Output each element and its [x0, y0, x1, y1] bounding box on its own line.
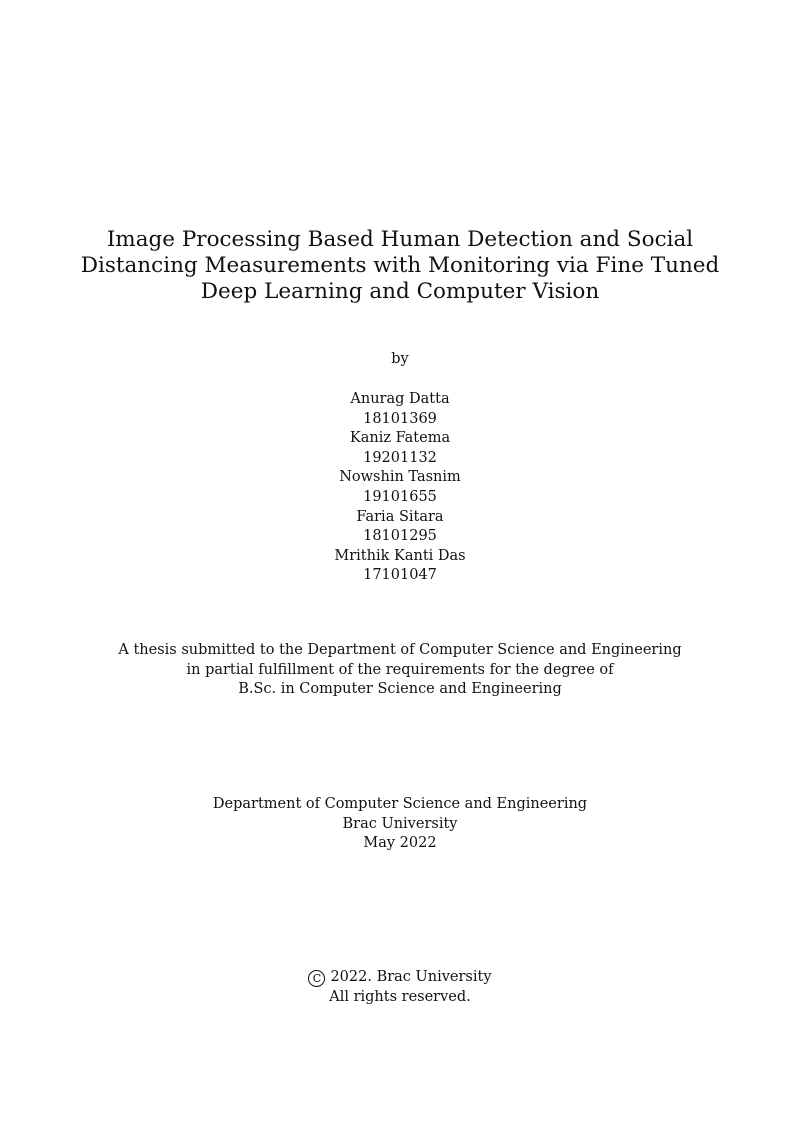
thesis-title-line: Deep Learning and Computer Vision — [200, 279, 600, 304]
author-name: Faria Sitara — [356, 508, 444, 525]
submission-line: in partial fulfillment of the requirements for the degree of — [186, 661, 614, 678]
author-id: 19101655 — [363, 488, 437, 505]
author-id: 17101047 — [363, 567, 437, 584]
author-list — [0, 390, 800, 586]
rights-reserved: All rights reserved. — [329, 988, 471, 1005]
author-id: 18101295 — [363, 528, 437, 545]
author-name: Kaniz Fatema — [349, 430, 451, 447]
author-id: 19201132 — [363, 449, 437, 466]
copyright-icon: C — [308, 970, 325, 987]
thesis-title — [0, 227, 800, 305]
by-label: by — [391, 351, 409, 367]
thesis-title-line: Image Processing Based Human Detection and Social — [106, 227, 694, 252]
author-name: Mrithik Kanti Das — [334, 547, 466, 564]
submission-date: May 2022 — [363, 835, 437, 852]
author-id: 18101369 — [363, 410, 437, 427]
submission-line: B.Sc. in Computer Science and Engineering — [238, 681, 562, 698]
copyright-notice — [0, 968, 800, 1007]
copyright-line — [0, 968, 800, 988]
copyright-text: 2022. Brac University — [330, 969, 492, 985]
author-name: Anurag Datta — [350, 391, 450, 407]
affiliation — [0, 795, 800, 854]
department-name: Department of Computer Science and Engineering — [212, 796, 588, 812]
university-name: Brac University — [342, 815, 458, 832]
submission-statement — [0, 641, 800, 700]
author-name: Nowshin Tasnim — [339, 469, 461, 486]
submission-line: A thesis submitted to the Department of Computer Science and Engineering — [118, 642, 682, 658]
thesis-title-line: Distancing Measurements with Monitoring via Fine Tuned — [80, 253, 720, 278]
